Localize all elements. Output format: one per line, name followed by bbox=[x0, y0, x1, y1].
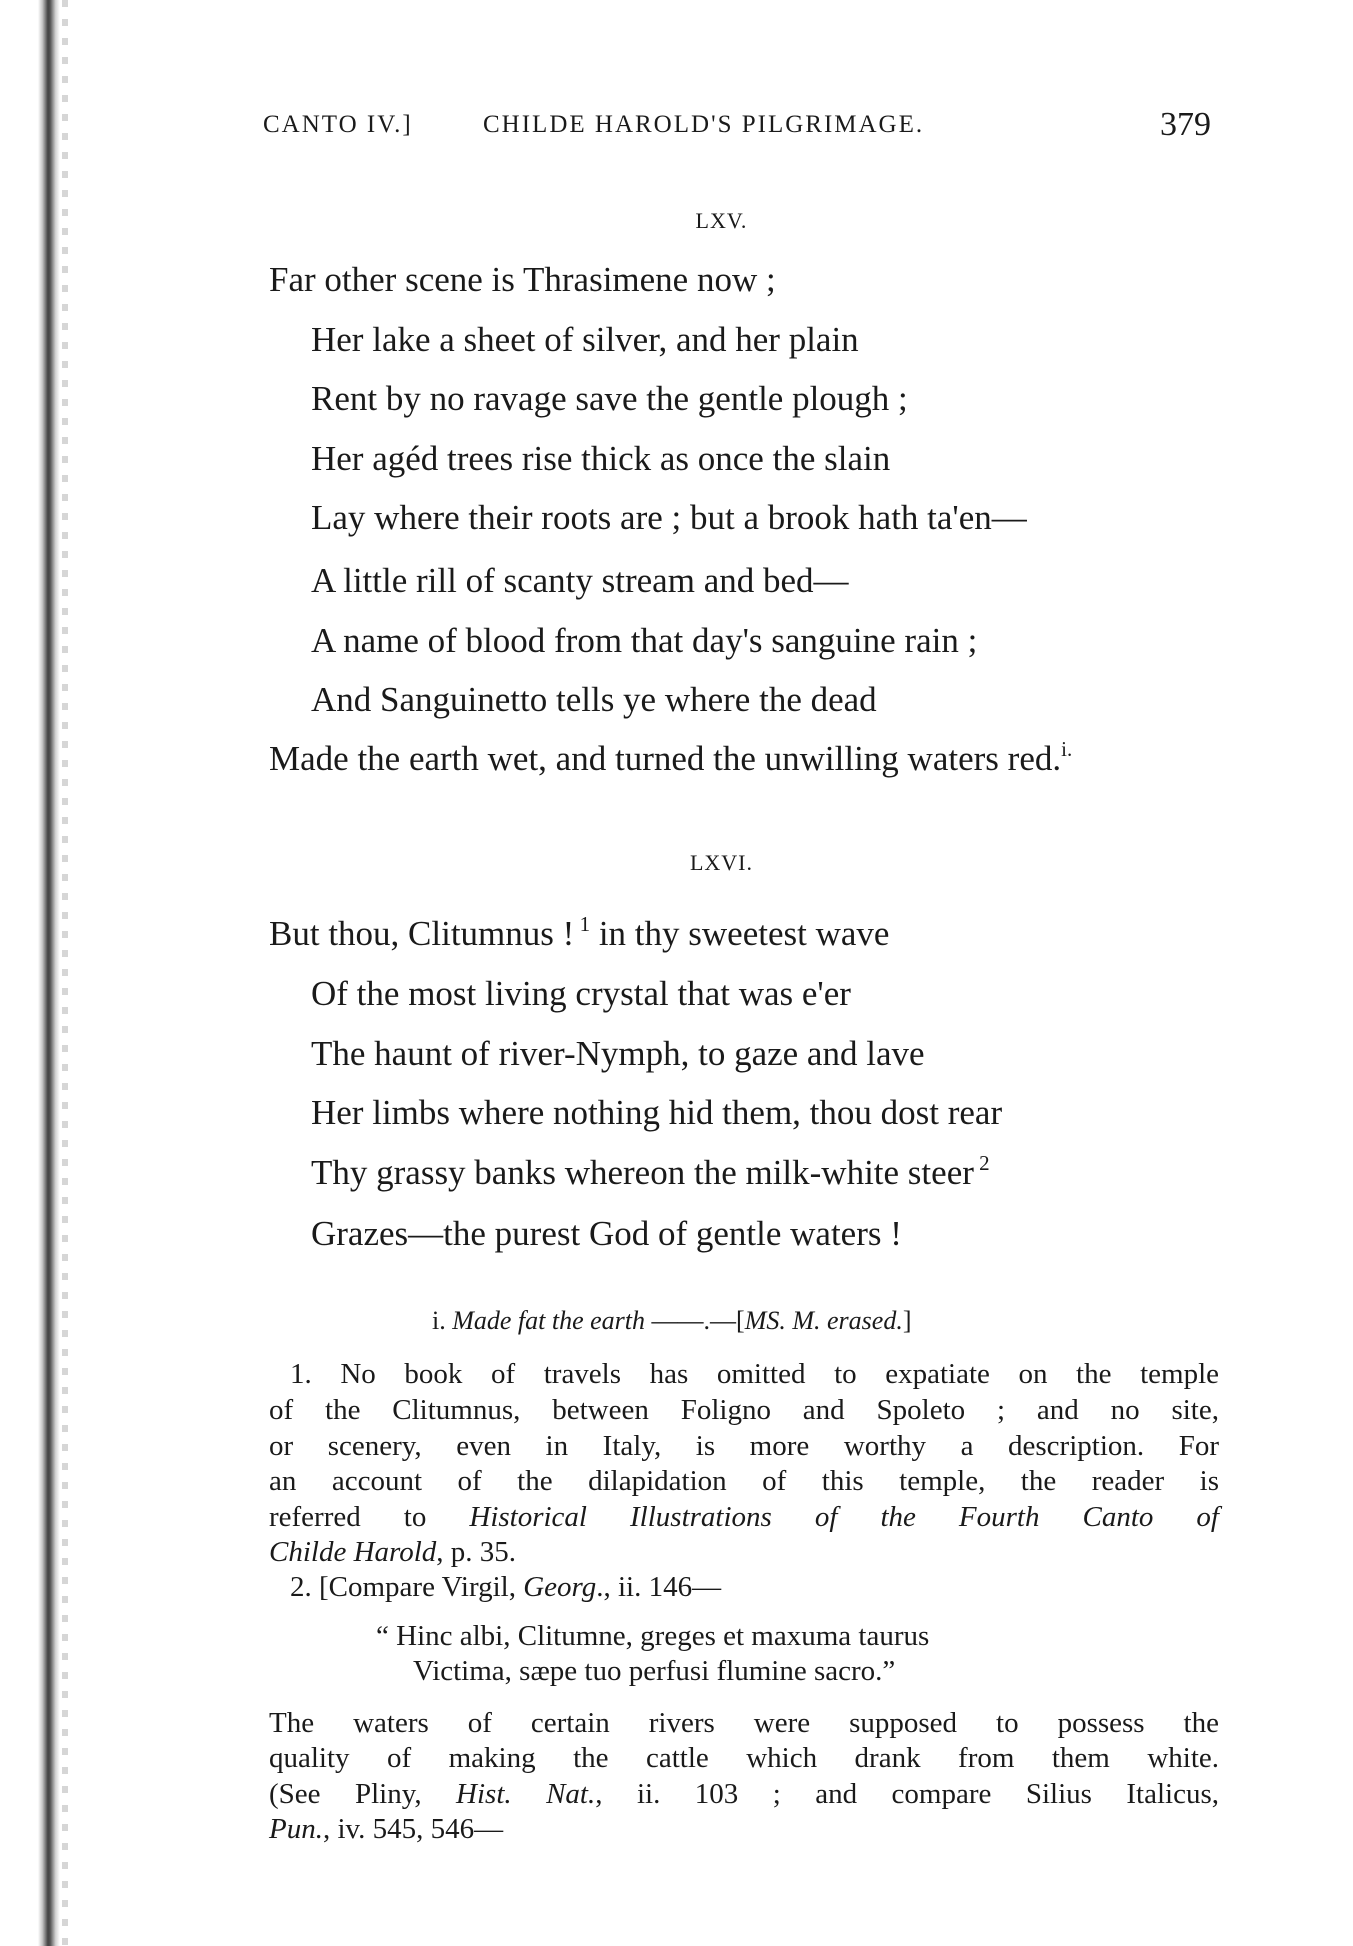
verse-line bbox=[311, 976, 851, 1011]
italic-text: Childe Harold bbox=[269, 1536, 437, 1568]
footnote-line bbox=[269, 1815, 503, 1844]
verse-line bbox=[311, 682, 877, 717]
verse-line bbox=[311, 381, 908, 416]
verse-text: A little rill of scanty stream and bed— bbox=[311, 561, 849, 600]
note-text: , ii. 103 ; and compare Silius Italicus, bbox=[595, 1778, 1219, 1810]
note-text: ., ii. 146— bbox=[596, 1571, 722, 1603]
note-text: The waters of certain rivers were supposed to possess the bbox=[269, 1707, 1219, 1739]
note-text: 1. No book of travels has omitted to expatiate on the temple bbox=[290, 1358, 1219, 1390]
note-text: or scenery, even in Italy, is more worthy a description. For bbox=[269, 1430, 1219, 1462]
footnote-line bbox=[269, 1744, 1219, 1773]
footnote-line bbox=[269, 1432, 1219, 1461]
footnote-line bbox=[269, 1396, 1219, 1425]
verse-text: Her limbs where nothing hid them, thou dost rear bbox=[311, 1093, 1003, 1132]
variant-note bbox=[432, 1308, 912, 1334]
footnote-line bbox=[269, 1538, 516, 1567]
verse-line bbox=[269, 262, 776, 297]
note-text: quality of making the cattle which drank from them white. bbox=[269, 1742, 1219, 1774]
note-text: of the Clitumnus, between Foligno and Spoleto ; and no site, bbox=[269, 1394, 1219, 1426]
footnote-line bbox=[269, 1467, 1219, 1496]
footnote-marker[interactable]: 2 bbox=[973, 1151, 990, 1175]
footnote-marker[interactable]: i. bbox=[1061, 737, 1073, 761]
verse-line bbox=[311, 500, 1027, 535]
note-text: “ Hinc albi, Clitumne, greges et maxuma taurus bbox=[376, 1620, 930, 1652]
page-number: 379 bbox=[1160, 106, 1211, 143]
verse-line bbox=[311, 563, 849, 598]
verse-line bbox=[311, 1216, 902, 1251]
verse-text: Made the earth wet, and turned the unwilling waters red. bbox=[269, 739, 1062, 778]
verse-text: And Sanguinetto tells ye where the dead bbox=[311, 680, 877, 719]
italic-text: Georg bbox=[523, 1571, 597, 1603]
verse-text: Far other scene is Thrasimene now ; bbox=[269, 260, 776, 299]
stanza-numeral: LXV. bbox=[695, 208, 748, 233]
verse-line bbox=[311, 1151, 990, 1192]
verse-text: Lay where their roots are ; but a brook hath ta'en— bbox=[311, 498, 1027, 537]
verse-line bbox=[311, 1095, 1002, 1130]
note-text: Victima, sæpe tuo perfusi flumine sacro.” bbox=[413, 1655, 896, 1687]
note-text: referred to bbox=[269, 1501, 470, 1533]
note-text: (See Pliny, bbox=[269, 1778, 457, 1810]
verse-text: in thy sweetest wave bbox=[590, 914, 890, 953]
verse-line bbox=[269, 912, 890, 953]
verse-text: Her lake a sheet of silver, and her plain bbox=[311, 320, 859, 359]
running-head-title: CHILDE HAROLD'S PILGRIMAGE. bbox=[483, 111, 925, 138]
italic-text: Hist. Nat. bbox=[456, 1778, 596, 1810]
verse-line bbox=[269, 737, 1073, 778]
note-text: , iv. 545, 546— bbox=[322, 1813, 504, 1845]
note-text: ——.—[ bbox=[645, 1306, 745, 1335]
footnote-line bbox=[269, 1709, 1219, 1738]
italic-text: MS. M. erased. bbox=[744, 1306, 903, 1335]
note-text: an account of the dilapidation of this temple, the reader is bbox=[269, 1465, 1219, 1497]
verse-line bbox=[311, 441, 890, 476]
footnote-line bbox=[290, 1573, 721, 1602]
footnote-line bbox=[413, 1657, 895, 1686]
verse-line bbox=[311, 322, 859, 357]
verse-text: But thou, Clitumnus ! bbox=[269, 914, 575, 953]
book-binding-edge bbox=[38, 0, 60, 1946]
footnote-marker[interactable]: 1 bbox=[574, 912, 591, 936]
verse-line bbox=[311, 1036, 925, 1071]
stanza-numeral: LXVI. bbox=[689, 850, 754, 875]
verse-text: The haunt of river-Nymph, to gaze and lave bbox=[311, 1034, 925, 1073]
verse-text: Of the most living crystal that was e'er bbox=[311, 974, 851, 1013]
note-text: i. bbox=[432, 1306, 453, 1335]
verse-text: Thy grassy banks whereon the milk-white steer bbox=[311, 1153, 974, 1192]
running-head-canto: CANTO IV.] bbox=[263, 111, 413, 138]
verse-text: Rent by no ravage save the gentle plough ; bbox=[311, 379, 908, 418]
verse-text: Grazes—the purest God of gentle waters ! bbox=[311, 1214, 902, 1253]
italic-text: Made fat the earth bbox=[452, 1306, 646, 1335]
note-text: ] bbox=[902, 1306, 912, 1335]
italic-text: Pun. bbox=[269, 1813, 323, 1845]
book-binding-shadow bbox=[62, 0, 68, 1946]
note-text: 2. [Compare Virgil, bbox=[290, 1571, 524, 1603]
footnote-line bbox=[269, 1503, 1219, 1532]
verse-text: Her agéd trees rise thick as once the slain bbox=[311, 439, 891, 478]
footnote-line bbox=[290, 1360, 1219, 1389]
italic-text: Historical Illustrations of the Fourth Canto of bbox=[469, 1501, 1219, 1533]
note-text: , p. 35. bbox=[436, 1536, 517, 1568]
footnote-line bbox=[269, 1780, 1219, 1809]
footnote-line bbox=[376, 1622, 929, 1651]
verse-line bbox=[311, 623, 977, 658]
verse-text: A name of blood from that day's sanguine rain ; bbox=[311, 621, 978, 660]
